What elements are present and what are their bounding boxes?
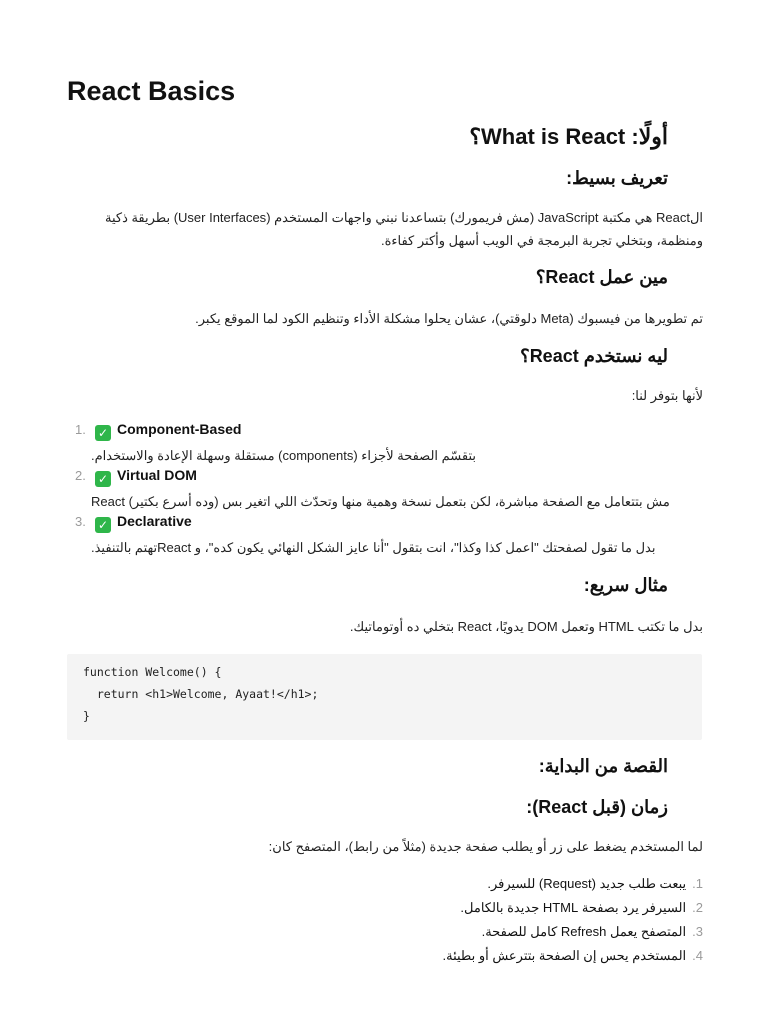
step-text: السيرفر يرد بصفحة HTML جديدة بالكامل. bbox=[460, 900, 687, 915]
step-text: المتصفح يعمل Refresh كامل للصفحة. bbox=[481, 924, 687, 939]
intro-paragraph bbox=[63, 206, 703, 252]
feature-description: بتقسّم الصفحة لأجزاء (components) مستقلة وسهلة الإعادة والاستخدام. bbox=[91, 448, 476, 463]
code-line: function Welcome() { bbox=[83, 665, 222, 679]
list-number: 3. bbox=[692, 924, 703, 939]
why-intro: لأنها بتوفر لنا: bbox=[631, 388, 703, 403]
steps-list bbox=[63, 872, 703, 968]
feature-item bbox=[75, 467, 695, 513]
sub-heading-why-react: ليه نستخدم React؟ bbox=[520, 346, 668, 366]
list-number: 4. bbox=[692, 948, 703, 963]
code-line: return <h1>Welcome, Ayaat!</h1>; bbox=[83, 687, 319, 701]
feature-title: Declarative bbox=[117, 513, 192, 529]
list-number: 3. bbox=[75, 514, 86, 529]
list-number: 1. bbox=[692, 876, 703, 891]
list-item bbox=[63, 896, 703, 920]
features-list bbox=[75, 421, 695, 559]
list-item bbox=[63, 944, 703, 968]
feature-description: بدل ما تقول لصفحتك "اعمل كذا وكذا"، انت بتقول "أنا عايز الشكل النهائي يكون كده"، و Reactتهتم بالتنفيذ. bbox=[91, 540, 656, 555]
feature-item bbox=[75, 513, 695, 559]
section-heading-what-is-react: أولًا: What is React؟ bbox=[469, 124, 668, 149]
check-mark-icon: ✓ bbox=[95, 471, 111, 487]
code-block bbox=[67, 654, 702, 740]
step-text: يبعت طلب جديد (Request) للسيرفر. bbox=[487, 876, 687, 891]
intro-line-1: الReact هي مكتبة JavaScript (مش فريمورك) بتساعدنا نبني واجهات المستخدم (User Interfaces) بطريقة ذكية bbox=[104, 210, 703, 225]
code-line: } bbox=[83, 709, 90, 723]
feature-item bbox=[75, 421, 695, 467]
list-item bbox=[63, 872, 703, 896]
section-heading-story: القصة من البداية: bbox=[538, 756, 668, 776]
check-mark-icon: ✓ bbox=[95, 425, 111, 441]
list-item bbox=[63, 920, 703, 944]
feature-description: مش بتتعامل مع الصفحة مباشرة، لكن بتعمل نسخة وهمية منها وتحدّث اللي اتغير بس (وده أسرع بكتير) React bbox=[91, 494, 670, 509]
quick-example-paragraph: بدل ما تكتب HTML وتعمل DOM يدويًا، React بتخلي ده أوتوماتيك. bbox=[349, 619, 703, 634]
intro-line-2: ومنظمة، وبتخلي تجربة البرمجة في الويب أسهل وأكتر كفاءة. bbox=[380, 233, 703, 248]
before-react-intro: لما المستخدم يضغط على زر أو يطلب صفحة جديدة (مثلاً من رابط)، المتصفح كان: bbox=[268, 839, 703, 854]
feature-title: Virtual DOM bbox=[117, 467, 197, 483]
sub-heading-before-react: زمان (قبل React): bbox=[526, 797, 668, 817]
sub-heading-who-made-react: مين عمل React؟ bbox=[535, 267, 668, 287]
list-number: 2. bbox=[75, 468, 86, 483]
sub-heading-definition: تعريف بسيط: bbox=[566, 168, 668, 188]
step-text: المستخدم يحس إن الصفحة بتترعش أو بطيئة. bbox=[442, 948, 687, 963]
check-mark-icon: ✓ bbox=[95, 517, 111, 533]
list-number: 1. bbox=[75, 422, 86, 437]
feature-title: Component-Based bbox=[117, 421, 242, 437]
sub-heading-quick-example: مثال سريع: bbox=[583, 575, 668, 595]
who-paragraph: تم تطويرها من فيسبوك (Meta دلوقتي)، عشان يحلوا مشكلة الأداء وتنظيم الكود لما الموقع يكبر. bbox=[195, 311, 703, 326]
list-number: 2. bbox=[692, 900, 703, 915]
page-title: React Basics bbox=[67, 76, 236, 106]
